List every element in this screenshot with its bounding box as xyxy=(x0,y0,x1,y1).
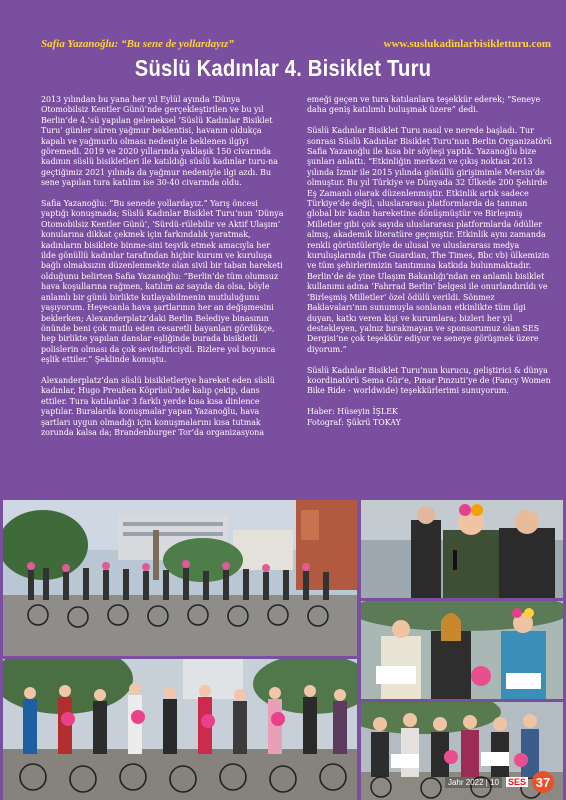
page-footer xyxy=(445,771,554,793)
issue-date: Jahr 2022 | 10 xyxy=(445,777,502,788)
article-body xyxy=(41,95,553,490)
photo-collage xyxy=(0,493,566,800)
article-subtitle xyxy=(41,38,234,50)
participants-photo xyxy=(361,601,563,699)
article-header xyxy=(0,0,566,82)
photo-credit: Fotograf: Şükrü TOKAY xyxy=(307,417,401,427)
magazine-logo: SES xyxy=(507,777,526,787)
website-link[interactable]: www.suslukadinlarbisikletturu.com xyxy=(383,38,551,50)
paragraph: Safia Yazanoğlu: “Bu senede yollardayız.” Yarış öncesi yaptığı konuşmada; Süslü Kadınlar Bisiklet Turu’nun ‘Dünya Otomobilsiz Kentler Günü’, ‘Sürdü-rülebilir ve Aktif Ulaşım’ konularına dikkat çekmek için farkındalık yaratmak, kadınların bisiklete binme-sini teşvik etmek amacıyla her ilde gönüllü kadınlar tarafından hiçbir kurum ve kuruluşa bağlı olmaksızın düzenlenmekte olan sivil bir taban hareketi olduğunu belirten Safia Yazanoğlu: “Berlin’de tüm olumsuz hava koşullarına rağmen, katılım az sayıda da olsa, böyle anlamlı bir günü birlikte kutlayabilmenin mutluluğunu yaşıyorum. Heyecanla hava şartlarının her an değişmesini beklerken; Alexanderplatz’daki Berlin Belediye binasının önünde beni çok mutlu eden cesaretli bayanları gördükçe, hep birlikte yapılan danslar eşliğinde burada bisikletli polislerin olması da çok sevindiriciydi. Bizlere yol boyunca eşlik ettiler.” Şeklinde konuştu. xyxy=(41,199,284,365)
left-column xyxy=(41,95,287,490)
group-photo-street xyxy=(3,659,357,800)
speaker-photo xyxy=(361,500,563,598)
group-photo-fountain xyxy=(3,500,357,656)
subtitle-name: Safia Yazanoğlu: xyxy=(41,38,119,50)
paragraph: Süslü Kadınlar Bisiklet Turu’nun kurucu, geliştirici & dünya koordinatörü Sema Gür’e, Pınar Pınzuti’ye de (Fancy Women Bike Ride - worldwide) teşekkürlerimi sunuyorum. xyxy=(307,365,551,396)
news-credit: Haber: Hüseyin İŞLEK xyxy=(307,407,398,417)
article-title: Süslü Kadınlar 4. Bisiklet Turu xyxy=(134,55,432,81)
right-column xyxy=(307,95,553,490)
paragraph: emeği geçen ve tura katılanlara teşekkür ederek; “Seneye daha geniş katılımlı buluşmak üzere” dedi. xyxy=(307,95,541,115)
paragraph: Alexanderplatz’dan süslü bisikletleriye hareket eden süslü kadınlar, Hugo Preußen Köprüsü’nde kalıp çekip, dans ettiler. Tura katılanlar 3 farklı yerde kısa kısa dinlence yaptılar. Buralarda konuşmalar yapan Yazanoğlu, hava şartları uygun olmadığı için konuşmalarını kısa tutmak zorunda kalsa da; Brandenburger Tor’da organizasyona xyxy=(41,375,275,437)
paragraph: 2013 yılından bu yana her yıl Eylül ayında ‘Dünya Otomobilsiz Kentler Günü’nde gerçekleştirilen ve bu yıl Berlin’de 4.’sü yapılan geleneksel ‘Süslü Kadınlar Bisiklet Turu’ günler süren yağmur beklentisi, havanın oldukça kapalı ve yağmurlu olması nedeniyle beklenen ilgiyi göremedi. 2019 ve 2020 yıllarında yaklaşık 150 civarında kadının süslü bisikletleri ile katıldığı süslü kadınlar turu-na geçtiğimiz 2021 yılında da yağmur nedeniyle ilgi azdı. Bu sene yapılan tura katılım ise 30-40 civarında oldu. xyxy=(41,95,278,188)
paragraph: Süslü Kadınlar Bisiklet Turu nasıl ve nerede başladı. Tur sonrası Süslü Kadınlar Bisiklet Turu’nun Berlin Organizatörü Safia Yazanoğlu ile kısa bir söyleşi yaptık. Yazanoğlu bize şunları anlattı. “Etkinliğin merkezi ve çıkış noktası 2013 yılında İzmir ile 2015 yılında gönüllü girişimimle Mersin’de olmuştur. Bu yıl Türkiye ve Dünyada 32 Ülkede 200 Şehirde Eş Zamanlı olarak düzenlenmiştir. Etkinlik artık sadece Türkiye’de değil, uluslararası platformlarda da tanınan global bir kadın hareketine dönüşmüştür ve Birleşmiş Milletler gibi çok sayıda uluslararası platformlarda ödüller almış, akademik literatüre geçmiştir. Etkinlik aynı zamanda renkli görüntüleriyle de ulusal ve uluslararası medya kuruluşlarında (The Guardian, The Times, Bbc vb) ülkemizin ve tüm şehirlerimizin tanıtımına katkıda bulunmaktadır. Berlin’de de yine Ulaşım Bakanlığı’ndan en anlamlı bisiklet kullanımı adına ‘Fahrrad Berlin’ belgesi ile onurlandırıldı ve ‘Birleşmiş Milletler’ özel ödülü verildi. Sönmez Baklavaları’nın sunumuyla sonlanan etkinlikte tüm ilgi duyan, katkı veren kişi ve kurumlara; bizleri her yıl destekleyen, yalnız bırakmayan ve sponsorumuz olan SES Dergisi’ne çok teşekkür ediyor ve seneye görüşmek üzere diyorum.” xyxy=(307,126,552,354)
page-number: 37 xyxy=(532,771,554,793)
subtitle-quote: “Bu sene de yollardayız” xyxy=(118,38,234,50)
